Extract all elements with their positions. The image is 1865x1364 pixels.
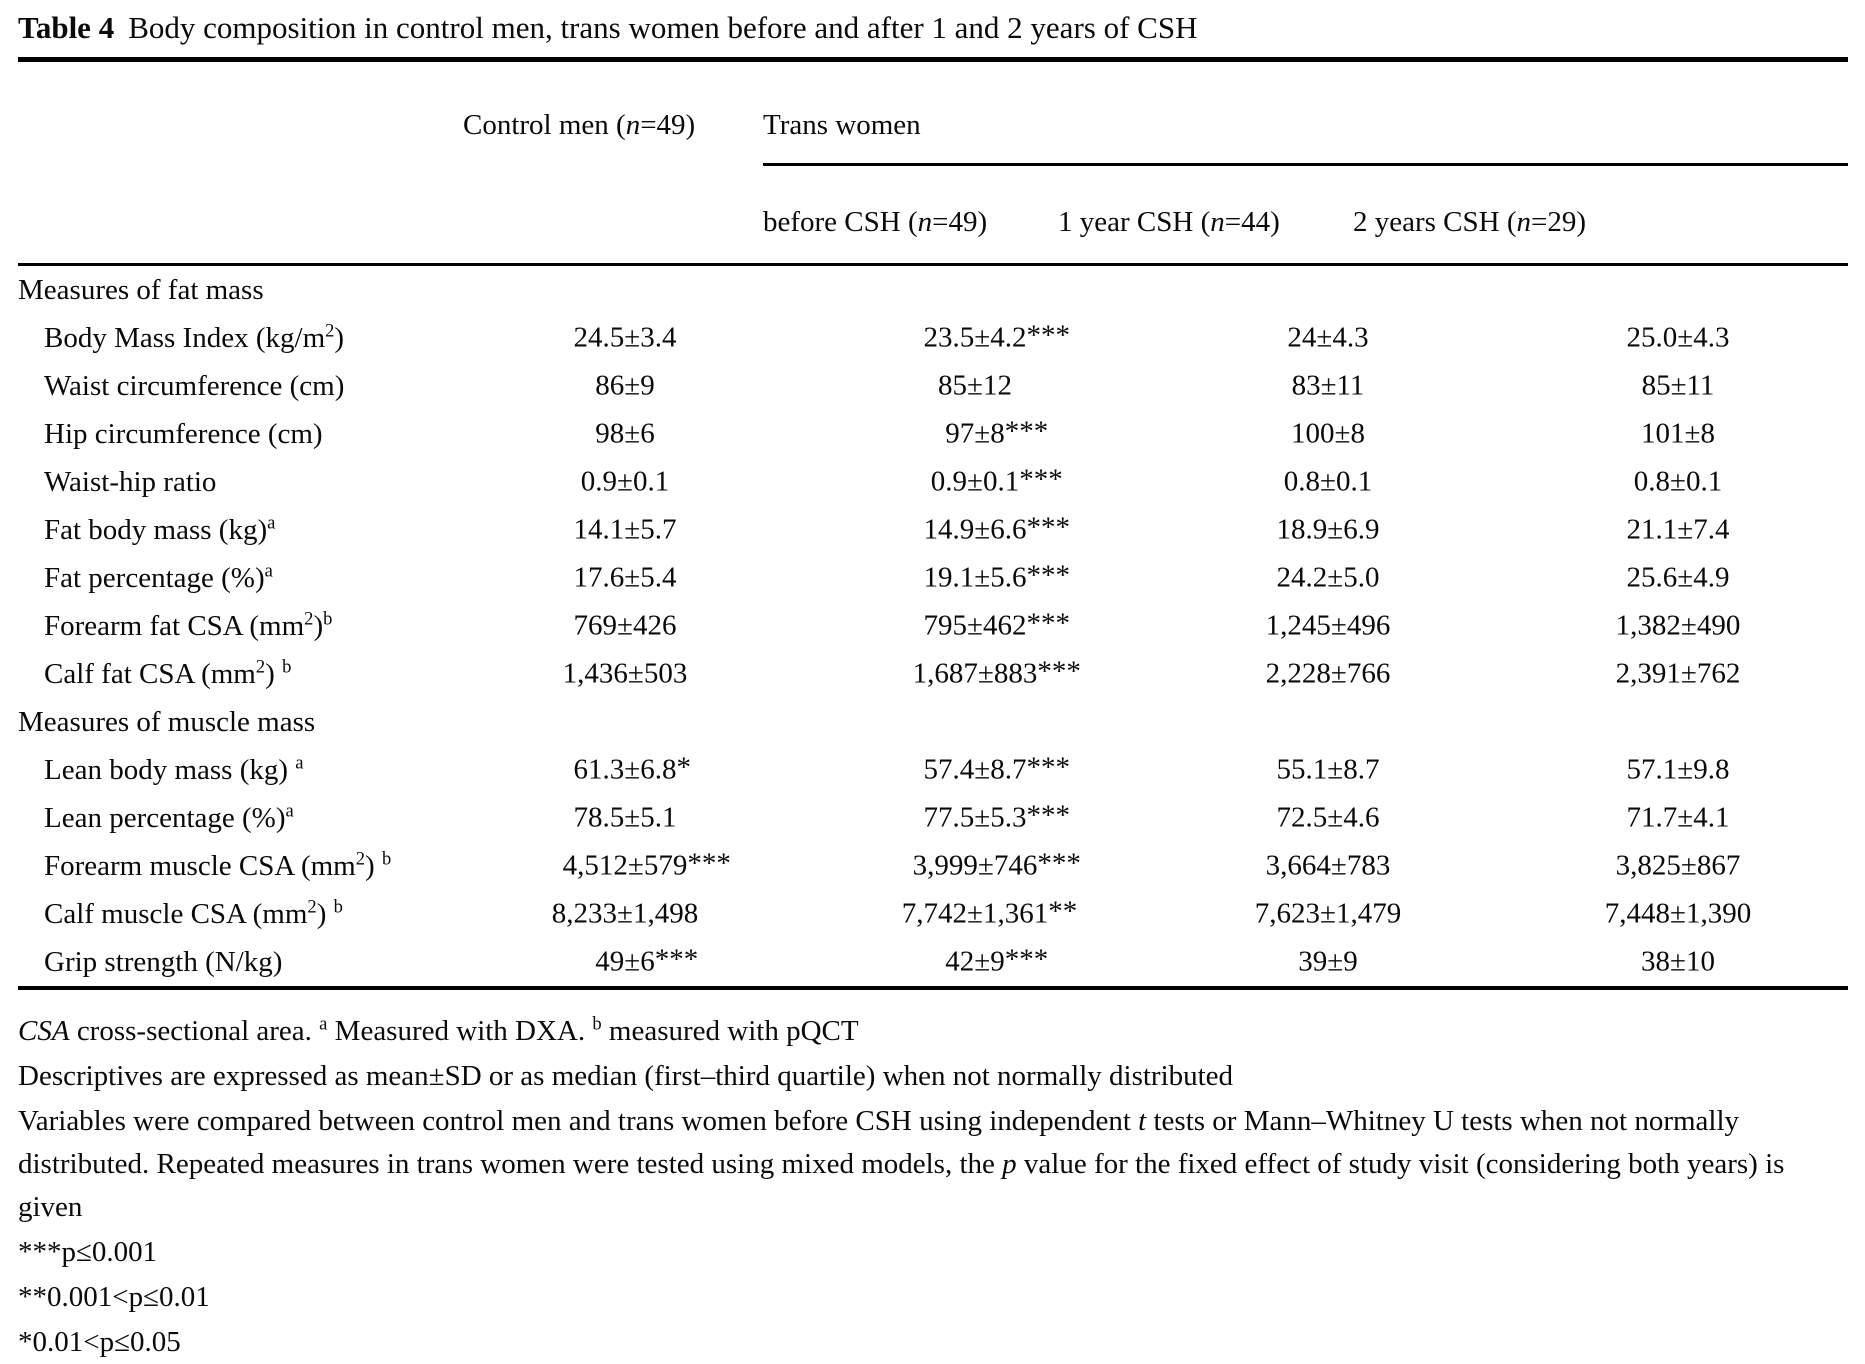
cell-value: 61.3±6.8 *	[573, 751, 691, 786]
text-segment: )	[265, 657, 283, 690]
text-segment: tests or Mann–Whitney U tests when not normally distributed. Repeated measures in trans women were tested using mixed models, the	[18, 1105, 1740, 1180]
value-cell	[745, 890, 1078, 938]
value-cell	[745, 265, 1040, 315]
cell-value: 0.8±0.1	[1633, 465, 1723, 498]
row-label	[18, 794, 445, 842]
col-header-control-men	[445, 60, 745, 167]
section-label	[18, 265, 445, 315]
value-cell	[745, 794, 1070, 842]
table-row	[18, 602, 1848, 650]
superscript: b	[592, 1013, 602, 1035]
cell-value: 97±8 ***	[945, 415, 1049, 450]
row-label	[18, 554, 445, 602]
cell-value: 7,742±1,361 **	[901, 895, 1078, 930]
cell-value: 18.9±6.9	[1276, 513, 1380, 546]
col-header-2-years-csh	[1335, 166, 1848, 265]
cell-value: 1,245±496	[1265, 609, 1391, 642]
value-cell	[1335, 842, 1848, 890]
text-segment: Variables were compared between control men and trans women before CSH using independent	[18, 1105, 1139, 1137]
header-spacer	[445, 166, 745, 265]
text-segment: n	[1210, 206, 1225, 238]
table-row	[18, 842, 1848, 890]
cell-value: 0.9±0.1	[580, 465, 670, 498]
section-row	[18, 265, 1848, 315]
cell-value: 4,512±579 ***	[562, 847, 731, 882]
superscript: 2	[304, 607, 314, 629]
cell-value: 17.6±5.4	[573, 561, 677, 594]
value-cell	[1335, 890, 1848, 938]
cell-value: 19.1±5.6 ***	[923, 559, 1070, 594]
value-cell	[445, 362, 745, 410]
text-segment: cross-sectional area.	[69, 1015, 320, 1047]
value-cell	[445, 938, 745, 988]
significance-stars: ***	[1004, 943, 1049, 976]
footnote	[18, 1231, 1848, 1274]
value-cell	[745, 842, 1081, 890]
text-segment: ***p≤0.001	[18, 1236, 158, 1268]
text-segment: Waist circumference (cm)	[44, 369, 345, 402]
text-segment: =49)	[932, 206, 988, 238]
value-cell	[445, 314, 745, 362]
section-label	[18, 698, 445, 746]
table-row	[18, 746, 1848, 794]
significance-stars: ***	[1026, 319, 1070, 352]
text-segment: )	[365, 849, 382, 882]
sub-header-row	[18, 166, 1848, 265]
value-cell	[745, 602, 1070, 650]
table-row	[18, 458, 1848, 506]
footnote	[18, 1055, 1848, 1098]
value-cell	[445, 265, 745, 315]
cell-value: 8,233±1,498	[551, 897, 699, 930]
col-group-header-trans-women	[745, 60, 1848, 167]
value-cell	[1335, 698, 1848, 746]
text-segment: CSA	[18, 1015, 70, 1047]
value-cell	[1335, 458, 1848, 506]
significance-stars: ***	[1026, 607, 1070, 640]
footnote	[18, 1010, 1848, 1053]
value-cell	[1335, 265, 1848, 315]
superscript: b	[282, 655, 292, 677]
significance-stars: ***	[1026, 751, 1070, 784]
superscript: a	[285, 799, 294, 821]
cell-value: 7,448±1,390	[1604, 897, 1752, 930]
value-cell	[1335, 794, 1848, 842]
cell-value: 3,664±783	[1265, 849, 1391, 882]
value-cell	[445, 698, 745, 746]
superscript: b	[323, 607, 333, 629]
value-cell	[1335, 506, 1848, 554]
value-cell	[445, 554, 745, 602]
superscript: 2	[255, 655, 266, 677]
cell-value: 7,623±1,479	[1254, 897, 1402, 930]
value-cell	[1040, 698, 1335, 746]
cell-value: 85±11	[1641, 369, 1715, 402]
table-row	[18, 794, 1848, 842]
value-cell	[1335, 410, 1848, 458]
value-cell	[745, 410, 1049, 458]
header-spacer	[18, 166, 445, 265]
value-cell	[1040, 314, 1369, 362]
header-spacer	[18, 60, 445, 167]
value-cell	[1335, 554, 1848, 602]
significance-stars: *	[676, 751, 691, 784]
cell-value: 795±462 ***	[923, 607, 1070, 642]
value-cell	[1335, 746, 1848, 794]
text-segment: Measures of fat mass	[18, 273, 264, 306]
value-cell	[1335, 314, 1848, 362]
text-segment: Hip circumference (cm)	[44, 417, 323, 450]
cell-value: 14.1±5.7	[573, 513, 677, 546]
value-cell	[445, 746, 745, 794]
text-segment: Waist-hip ratio	[44, 465, 217, 498]
significance-stars: ***	[654, 943, 699, 976]
row-label	[18, 602, 445, 650]
text-segment: 2 years CSH (	[1353, 206, 1517, 238]
text-segment: Body composition in control men, trans women before and after 1 and 2 years of CSH	[128, 10, 1198, 45]
superscript: a	[264, 559, 273, 581]
cell-value: 1,687±883 ***	[912, 655, 1081, 690]
value-cell	[1040, 554, 1380, 602]
cell-value: 24.5±3.4	[573, 321, 677, 354]
cell-value: 83±11	[1291, 369, 1365, 402]
significance-stars: **	[1048, 895, 1078, 928]
text-segment: n	[625, 109, 641, 141]
text-segment: Body Mass Index (kg/m	[44, 321, 326, 354]
table-row	[18, 650, 1848, 698]
value-cell	[745, 650, 1081, 698]
text-segment: Trans women	[763, 109, 921, 141]
cell-value: 0.9±0.1 ***	[930, 463, 1063, 498]
value-cell	[445, 890, 745, 938]
cell-value: 3,999±746 ***	[912, 847, 1081, 882]
cell-value: 38±10	[1641, 945, 1715, 978]
cell-value: 98±6	[595, 417, 655, 450]
cell-value: 49±6 ***	[595, 943, 699, 978]
cell-value: 55.1±8.7	[1276, 753, 1380, 786]
row-label	[18, 506, 445, 554]
text-segment: t	[1138, 1105, 1147, 1137]
cell-value: 85±12	[938, 369, 1012, 402]
cell-value: 72.5±4.6	[1276, 801, 1380, 834]
superscript: 2	[307, 895, 317, 917]
cell-value: 2,228±766	[1265, 657, 1391, 690]
row-label	[18, 410, 445, 458]
cell-value: 57.1±9.8	[1626, 753, 1730, 786]
table-row	[18, 938, 1848, 988]
text-segment: *0.01<p≤0.05	[18, 1326, 181, 1358]
text-segment: Measured with DXA.	[327, 1015, 593, 1047]
text-segment: Fat percentage (%)	[44, 561, 265, 594]
significance-stars: ***	[1026, 511, 1070, 544]
cell-value: 14.9±6.6 ***	[923, 511, 1070, 546]
superscript: a	[319, 1013, 328, 1035]
value-cell	[1040, 938, 1358, 988]
text-segment: n	[917, 206, 933, 238]
table-row	[18, 554, 1848, 602]
footnote	[18, 1276, 1848, 1319]
text-segment: value for the fixed effect of study visit (considering both years) is given	[18, 1148, 1785, 1223]
cell-value: 39±9	[1298, 945, 1358, 978]
value-cell	[745, 698, 1040, 746]
text-segment: Calf fat CSA (mm	[44, 657, 256, 690]
value-cell	[1040, 602, 1391, 650]
text-segment: n	[1516, 206, 1532, 238]
value-cell	[1335, 602, 1848, 650]
text-segment: )	[316, 897, 334, 930]
table-header	[18, 60, 1848, 265]
value-cell	[1040, 410, 1365, 458]
value-cell	[1040, 265, 1335, 315]
text-segment: **0.001<p≤0.01	[18, 1281, 210, 1313]
text-segment: Control men (	[463, 109, 626, 141]
text-segment: Fat body mass (kg)	[44, 513, 268, 546]
text-segment: =29)	[1531, 206, 1587, 238]
value-cell	[1040, 362, 1365, 410]
footnotes	[18, 1010, 1848, 1364]
row-label	[18, 890, 445, 938]
value-cell	[745, 458, 1063, 506]
value-cell	[1040, 458, 1373, 506]
cell-value: 1,436±503	[562, 657, 688, 690]
text-segment: =49)	[640, 109, 696, 141]
col-header-1-year-csh	[1040, 166, 1335, 265]
value-cell	[1040, 746, 1380, 794]
text-segment: Lean percentage (%)	[44, 801, 286, 834]
value-cell	[745, 506, 1070, 554]
value-cell	[445, 650, 745, 698]
footnote	[18, 1321, 1848, 1364]
cell-value: 23.5±4.2 ***	[923, 319, 1070, 354]
cell-value: 71.7±4.1	[1626, 801, 1730, 834]
section-row	[18, 698, 1848, 746]
row-label	[18, 842, 445, 890]
text-segment: p	[1002, 1148, 1017, 1180]
body-composition-table	[18, 57, 1848, 990]
significance-stars: ***	[1026, 799, 1070, 832]
cell-value: 0.8±0.1	[1283, 465, 1373, 498]
cell-value: 1,382±490	[1615, 609, 1741, 642]
value-cell	[1040, 506, 1380, 554]
significance-stars: ***	[1019, 463, 1063, 496]
value-cell	[445, 602, 745, 650]
row-label	[18, 938, 445, 988]
value-cell	[1040, 890, 1402, 938]
cell-value: 24±4.3	[1287, 321, 1369, 354]
value-cell	[1335, 938, 1848, 988]
text-segment: 1 year CSH (	[1058, 206, 1211, 238]
text-segment: Measures of muscle mass	[18, 705, 316, 738]
text-segment: Forearm fat CSA (mm	[44, 609, 305, 642]
text-segment: )	[313, 609, 324, 642]
cell-value: 77.5±5.3 ***	[923, 799, 1070, 834]
table-body	[18, 265, 1848, 989]
row-label	[18, 458, 445, 506]
text-segment: Descriptives are expressed as mean±SD or as median (first–third quartile) when not normally distributed	[18, 1060, 1234, 1092]
superscript: b	[333, 895, 343, 917]
table-row	[18, 506, 1848, 554]
value-cell	[445, 410, 745, 458]
superscript: 2	[325, 319, 335, 341]
superscript: a	[295, 751, 304, 773]
superscript: b	[381, 847, 392, 869]
cell-value: 101±8	[1641, 417, 1715, 450]
cell-value: 57.4±8.7 ***	[923, 751, 1070, 786]
cell-value: 24.2±5.0	[1276, 561, 1380, 594]
cell-value: 25.0±4.3	[1626, 321, 1730, 354]
text-segment: Table 4	[18, 10, 115, 45]
value-cell	[1335, 650, 1848, 698]
value-cell	[745, 314, 1070, 362]
table-row	[18, 362, 1848, 410]
col-header-before-csh	[745, 166, 1040, 265]
table-row	[18, 314, 1848, 362]
text-segment: Grip strength (N/kg)	[44, 945, 283, 978]
cell-value: 25.6±4.9	[1626, 561, 1730, 594]
cell-value: 86±9	[595, 369, 655, 402]
row-label	[18, 650, 445, 698]
value-cell	[1040, 794, 1380, 842]
value-cell	[1335, 362, 1848, 410]
significance-stars: ***	[1037, 847, 1081, 880]
row-label	[18, 314, 445, 362]
value-cell	[445, 842, 745, 890]
row-label	[18, 362, 445, 410]
table-row	[18, 890, 1848, 938]
cell-value: 100±8	[1291, 417, 1365, 450]
group-header-row	[18, 60, 1848, 167]
cell-value: 42±9 ***	[945, 943, 1049, 978]
text-segment: before CSH (	[763, 206, 918, 238]
footnote	[18, 1100, 1848, 1229]
value-cell	[745, 362, 1040, 410]
table-row	[18, 410, 1848, 458]
row-label	[18, 746, 445, 794]
value-cell	[1040, 650, 1391, 698]
cell-value: 769±426	[573, 609, 677, 642]
text-segment: =44)	[1224, 206, 1280, 238]
superscript: a	[267, 511, 276, 533]
cell-value: 3,825±867	[1615, 849, 1741, 882]
text-segment: Forearm muscle CSA (mm	[44, 849, 356, 882]
significance-stars: ***	[1037, 655, 1081, 688]
value-cell	[745, 554, 1070, 602]
text-segment: measured with pQCT	[601, 1015, 859, 1047]
cell-value: 78.5±5.1	[573, 801, 677, 834]
superscript: 2	[355, 847, 366, 869]
cell-value: 2,391±762	[1615, 657, 1741, 690]
text-segment: )	[334, 321, 345, 354]
value-cell	[745, 746, 1070, 794]
significance-stars: ***	[687, 847, 731, 880]
value-cell	[745, 938, 1049, 988]
table-title	[18, 8, 1848, 48]
cell-value: 21.1±7.4	[1626, 513, 1730, 546]
significance-stars: ***	[1004, 415, 1049, 448]
text-segment: Lean body mass (kg)	[44, 753, 296, 786]
value-cell	[445, 506, 745, 554]
value-cell	[445, 794, 745, 842]
text-segment: Calf muscle CSA (mm	[44, 897, 308, 930]
value-cell	[445, 458, 745, 506]
value-cell	[1040, 842, 1391, 890]
significance-stars: ***	[1026, 559, 1070, 592]
